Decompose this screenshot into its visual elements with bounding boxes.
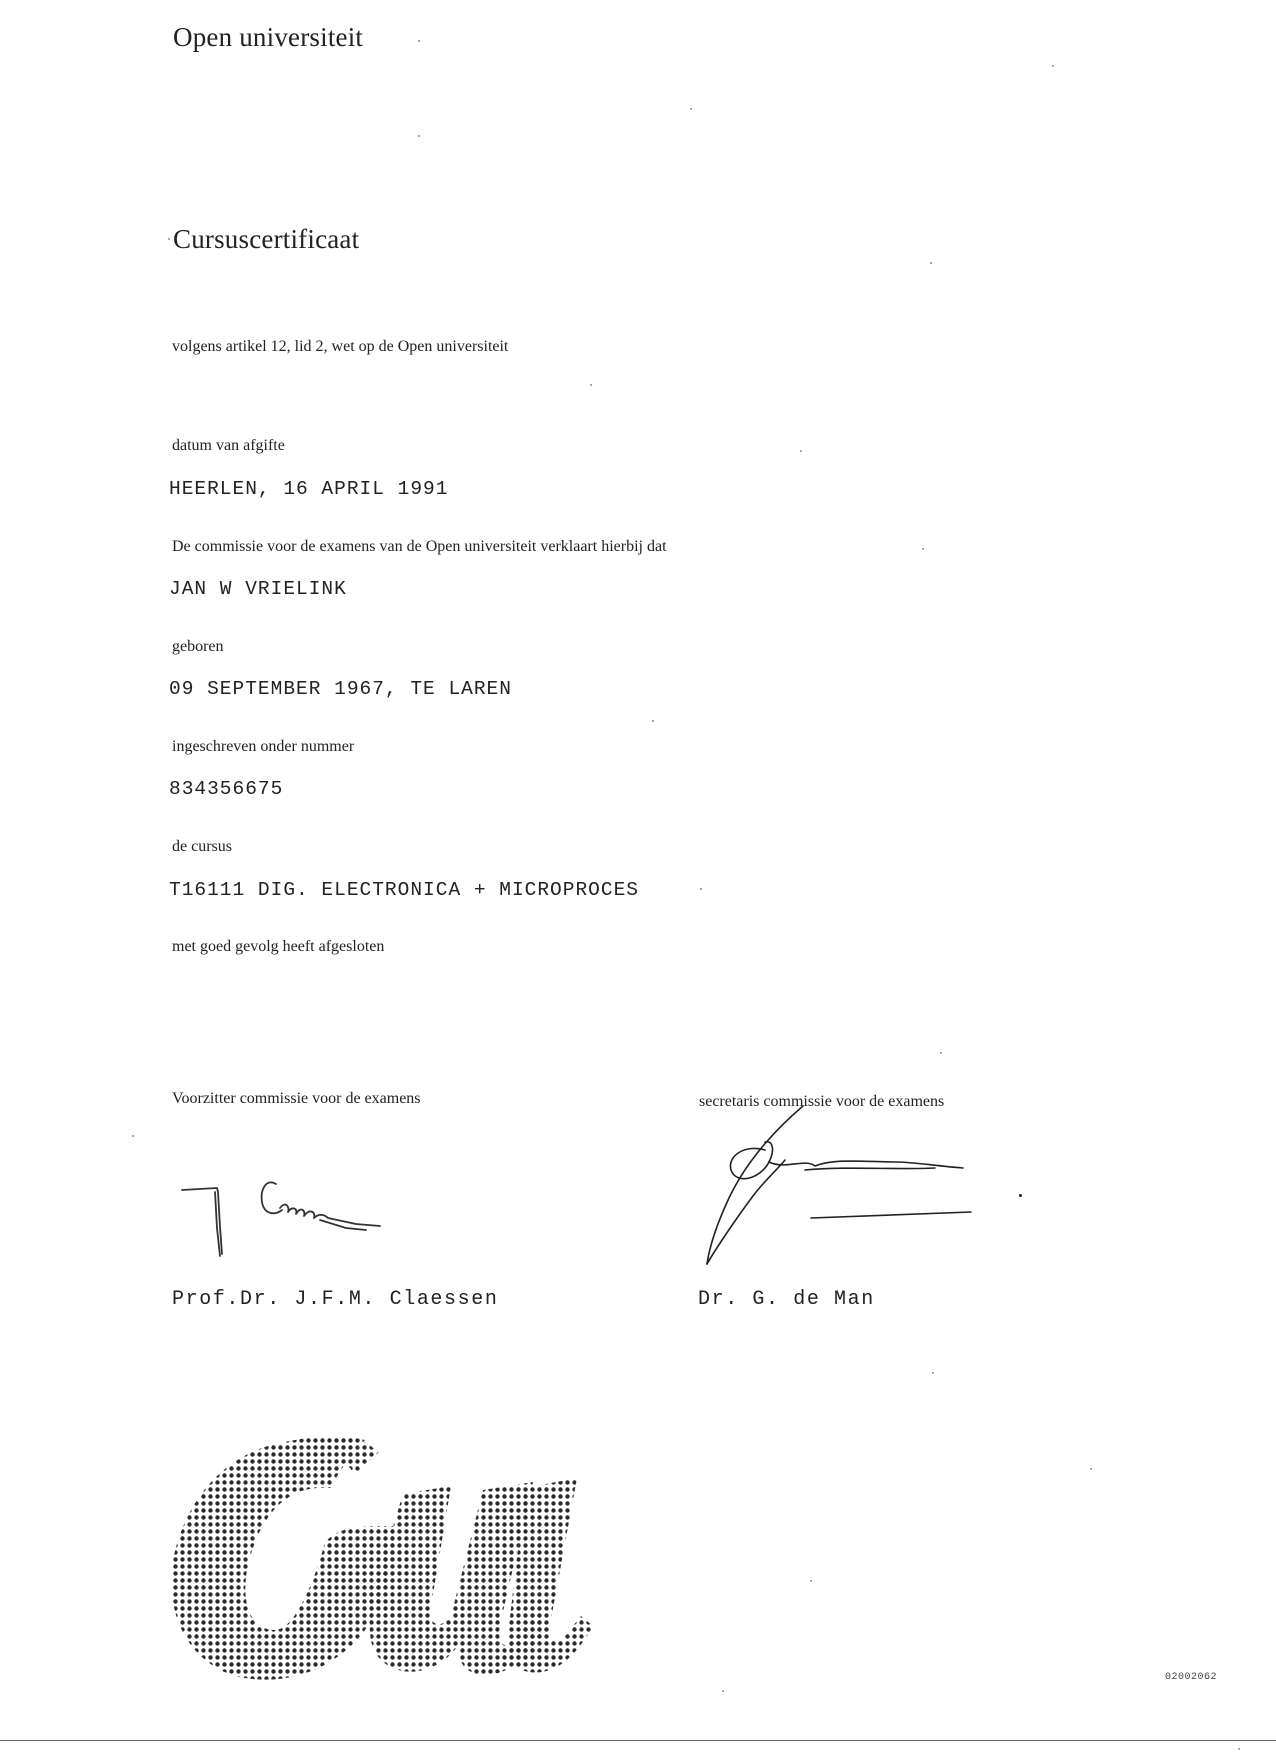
scan-speck (810, 1580, 812, 1582)
scan-speck (690, 108, 692, 110)
scan-speck (722, 1690, 724, 1692)
scan-speck (418, 135, 420, 137)
declaration-label: De commissie voor de examens van de Open universiteit verklaart hierbij dat (172, 538, 667, 555)
scan-speck (700, 888, 702, 890)
birth-value: 09 SEPTEMBER 1967, TE LAREN (169, 678, 512, 700)
document-title: Cursuscertificaat (173, 224, 360, 254)
institution-name: Open universiteit (173, 22, 364, 52)
closing-text: met goed gevolg heeft afgesloten (172, 938, 385, 955)
scan-speck (922, 548, 924, 550)
scan-speck (800, 450, 802, 452)
page-bottom-rule (0, 1740, 1276, 1741)
ink-dot (1019, 1194, 1022, 1197)
scan-speck (1090, 1468, 1092, 1470)
left-signature (170, 1172, 400, 1262)
birth-label: geboren (172, 638, 224, 655)
scan-speck (418, 40, 420, 42)
course-label: de cursus (172, 838, 232, 855)
registration-number: 834356675 (169, 778, 284, 800)
course-value: T16111 DIG. ELECTRONICA + MICROPROCES (169, 879, 639, 901)
scan-speck (1052, 65, 1054, 67)
left-signatory-name: Prof.Dr. J.F.M. Claessen (172, 1288, 499, 1311)
scan-speck (132, 1135, 134, 1137)
right-signatory-role: secretaris commissie voor de examens (699, 1093, 945, 1110)
issue-date-label: datum van afgifte (172, 437, 285, 454)
issue-date-value: HEERLEN, 16 APRIL 1991 (169, 478, 449, 500)
holder-name: JAN W VRIELINK (169, 578, 347, 600)
scan-speck (590, 384, 592, 386)
scan-speck (940, 1052, 942, 1054)
left-signatory-role: Voorzitter commissie voor de examens (172, 1090, 421, 1107)
ou-logo (165, 1430, 615, 1690)
registration-label: ingeschreven onder nummer (172, 738, 355, 755)
right-signature (695, 1100, 985, 1270)
scan-speck (930, 262, 932, 264)
scan-speck (1238, 1748, 1240, 1750)
scan-speck (652, 720, 654, 722)
reference-number: 02002062 (1165, 1672, 1218, 1683)
scan-speck (168, 238, 170, 240)
scan-speck (932, 1372, 934, 1374)
legal-basis: volgens artikel 12, lid 2, wet op de Open universiteit (172, 338, 509, 355)
right-signatory-name: Dr. G. de Man (698, 1288, 875, 1311)
